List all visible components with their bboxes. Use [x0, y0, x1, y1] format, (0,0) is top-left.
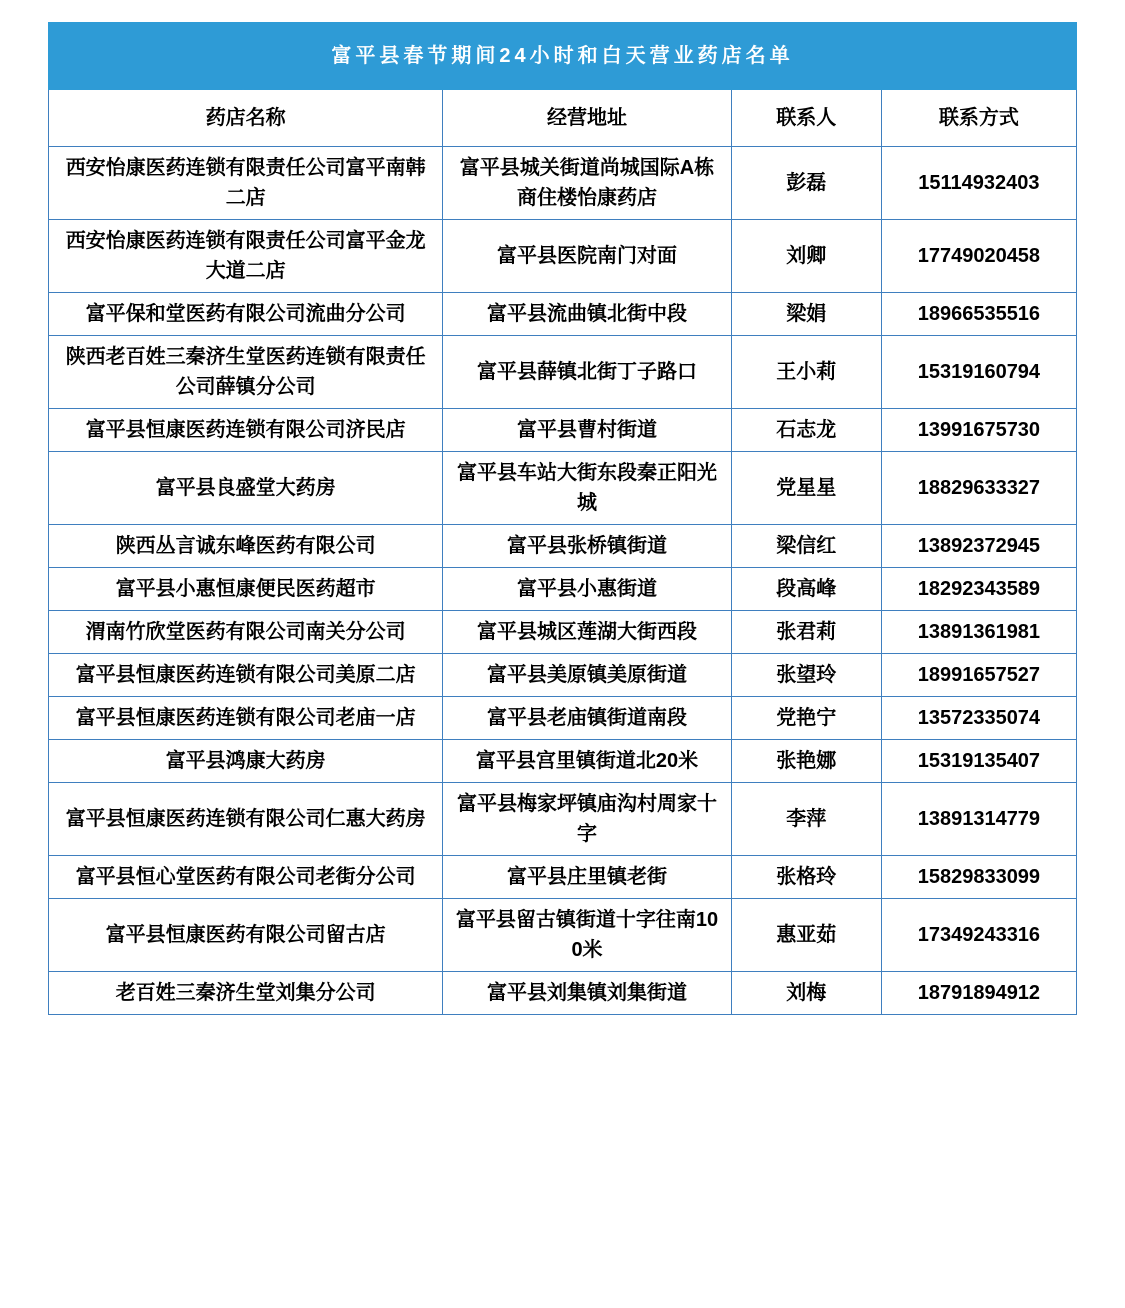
cell-contact: 石志龙: [731, 409, 881, 452]
cell-address: 富平县庄里镇老街: [443, 856, 731, 899]
cell-pharmacy-name: 富平县恒康医药连锁有限公司济民店: [49, 409, 443, 452]
cell-address: 富平县张桥镇街道: [443, 525, 731, 568]
table-row: [49, 525, 1077, 568]
table-row: [49, 972, 1077, 1015]
table-row: [49, 899, 1077, 972]
cell-phone: 13891314779: [881, 783, 1076, 856]
table-row: [49, 568, 1077, 611]
cell-phone: 18991657527: [881, 654, 1076, 697]
cell-phone: 13891361981: [881, 611, 1076, 654]
cell-phone: 13892372945: [881, 525, 1076, 568]
page-title: 富平县春节期间24小时和白天营业药店名单: [49, 23, 1077, 90]
table-row: [49, 654, 1077, 697]
cell-address: 富平县城关街道尚城国际A栋商住楼怡康药店: [443, 147, 731, 220]
cell-pharmacy-name: 老百姓三秦济生堂刘集分公司: [49, 972, 443, 1015]
cell-pharmacy-name: 富平县恒心堂医药有限公司老街分公司: [49, 856, 443, 899]
table-row: [49, 611, 1077, 654]
cell-contact: 张格玲: [731, 856, 881, 899]
cell-pharmacy-name: 富平县鸿康大药房: [49, 740, 443, 783]
pharmacy-table: [48, 22, 1077, 1015]
table-row: [49, 452, 1077, 525]
column-header-phone: 联系方式: [881, 90, 1076, 147]
cell-pharmacy-name: 富平保和堂医药有限公司流曲分公司: [49, 293, 443, 336]
cell-pharmacy-name: 富平县恒康医药连锁有限公司老庙一店: [49, 697, 443, 740]
table-row: [49, 336, 1077, 409]
cell-address: 富平县曹村街道: [443, 409, 731, 452]
cell-address: 富平县留古镇街道十字往南100米: [443, 899, 731, 972]
cell-contact: 刘卿: [731, 220, 881, 293]
cell-contact: 梁信红: [731, 525, 881, 568]
cell-contact: 王小莉: [731, 336, 881, 409]
cell-phone: 13991675730: [881, 409, 1076, 452]
cell-phone: 15319160794: [881, 336, 1076, 409]
table-row: [49, 740, 1077, 783]
cell-address: 富平县医院南门对面: [443, 220, 731, 293]
cell-address: 富平县梅家坪镇庙沟村周家十字: [443, 783, 731, 856]
cell-phone: 18829633327: [881, 452, 1076, 525]
cell-phone: 15114932403: [881, 147, 1076, 220]
cell-contact: 张望玲: [731, 654, 881, 697]
table-row: [49, 856, 1077, 899]
table-row: [49, 220, 1077, 293]
table-row: [49, 409, 1077, 452]
cell-contact: 党艳宁: [731, 697, 881, 740]
cell-pharmacy-name: 陕西老百姓三秦济生堂医药连锁有限责任公司薛镇分公司: [49, 336, 443, 409]
cell-pharmacy-name: 富平县恒康医药连锁有限公司美原二店: [49, 654, 443, 697]
cell-pharmacy-name: 富平县良盛堂大药房: [49, 452, 443, 525]
cell-contact: 惠亚茹: [731, 899, 881, 972]
cell-contact: 李萍: [731, 783, 881, 856]
table-row: [49, 293, 1077, 336]
cell-address: 富平县小惠街道: [443, 568, 731, 611]
column-header-contact: 联系人: [731, 90, 881, 147]
table-body: [49, 23, 1077, 1015]
cell-pharmacy-name: 渭南竹欣堂医药有限公司南关分公司: [49, 611, 443, 654]
cell-contact: 段高峰: [731, 568, 881, 611]
column-header-address: 经营地址: [443, 90, 731, 147]
cell-address: 富平县车站大街东段秦正阳光城: [443, 452, 731, 525]
cell-address: 富平县美原镇美原街道: [443, 654, 731, 697]
cell-phone: 17749020458: [881, 220, 1076, 293]
cell-phone: 17349243316: [881, 899, 1076, 972]
cell-contact: 刘梅: [731, 972, 881, 1015]
cell-contact: 党星星: [731, 452, 881, 525]
table-row: [49, 697, 1077, 740]
table-header-row: [49, 90, 1077, 147]
cell-phone: 18966535516: [881, 293, 1076, 336]
table-row: [49, 783, 1077, 856]
table-row: [49, 147, 1077, 220]
cell-address: 富平县流曲镇北街中段: [443, 293, 731, 336]
cell-address: 富平县老庙镇街道南段: [443, 697, 731, 740]
cell-contact: 梁娟: [731, 293, 881, 336]
title-row: [49, 23, 1077, 90]
cell-address: 富平县城区莲湖大街西段: [443, 611, 731, 654]
cell-address: 富平县刘集镇刘集街道: [443, 972, 731, 1015]
column-header-name: 药店名称: [49, 90, 443, 147]
cell-pharmacy-name: 西安怡康医药连锁有限责任公司富平金龙大道二店: [49, 220, 443, 293]
cell-contact: 彭磊: [731, 147, 881, 220]
cell-phone: 18791894912: [881, 972, 1076, 1015]
cell-pharmacy-name: 富平县恒康医药有限公司留古店: [49, 899, 443, 972]
cell-address: 富平县薛镇北街丁子路口: [443, 336, 731, 409]
cell-phone: 15319135407: [881, 740, 1076, 783]
cell-phone: 18292343589: [881, 568, 1076, 611]
cell-pharmacy-name: 西安怡康医药连锁有限责任公司富平南韩二店: [49, 147, 443, 220]
cell-phone: 13572335074: [881, 697, 1076, 740]
cell-pharmacy-name: 陕西丛言诚东峰医药有限公司: [49, 525, 443, 568]
cell-contact: 张艳娜: [731, 740, 881, 783]
cell-pharmacy-name: 富平县小惠恒康便民医药超市: [49, 568, 443, 611]
cell-contact: 张君莉: [731, 611, 881, 654]
cell-phone: 15829833099: [881, 856, 1076, 899]
cell-pharmacy-name: 富平县恒康医药连锁有限公司仁惠大药房: [49, 783, 443, 856]
cell-address: 富平县宫里镇街道北20米: [443, 740, 731, 783]
